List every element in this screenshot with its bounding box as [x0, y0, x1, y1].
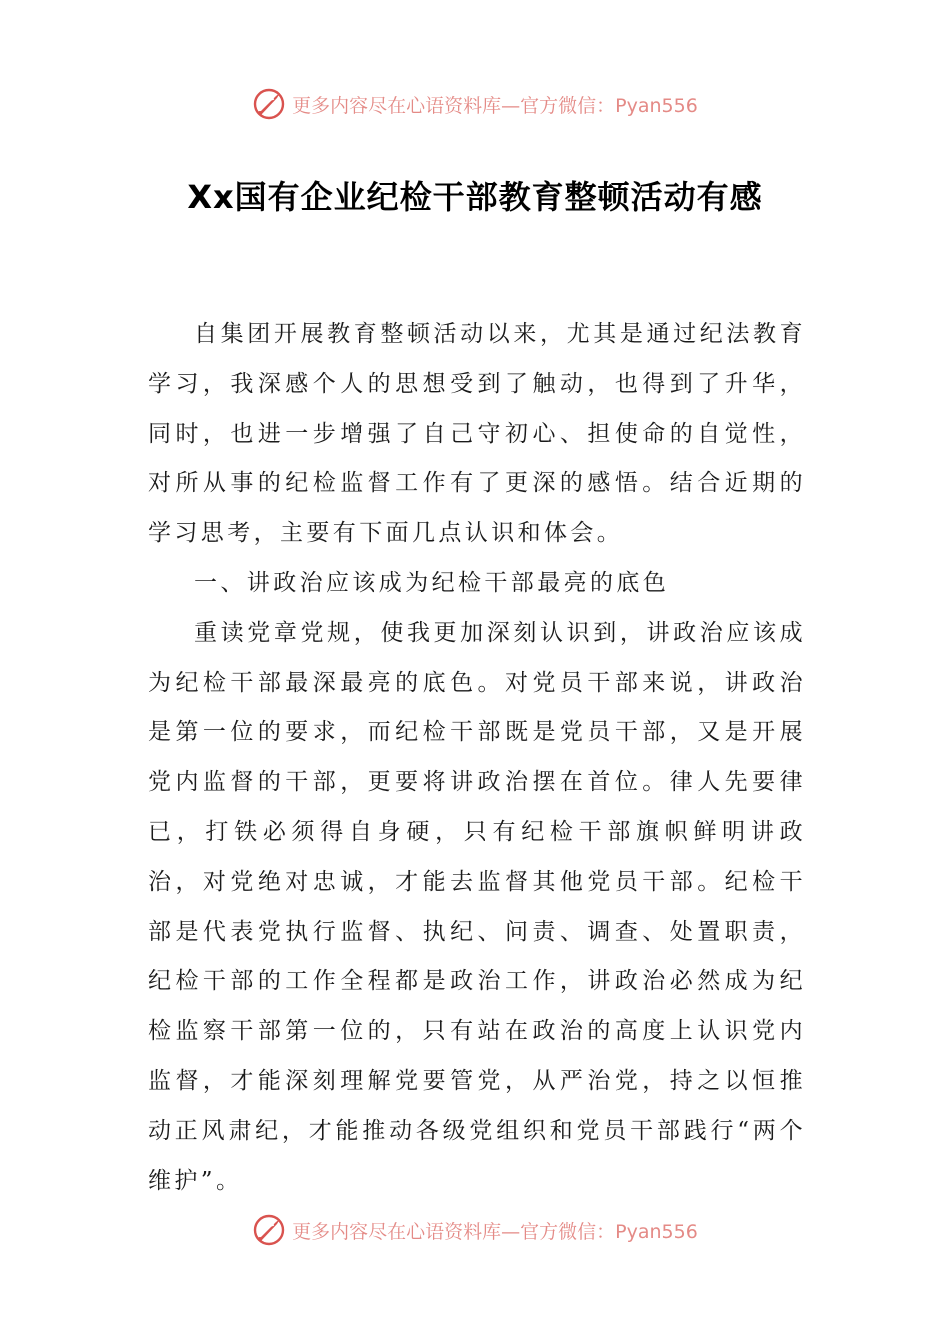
watermark-label: 更多内容尽在心语资料库—官方微信： [292, 1220, 616, 1243]
paragraph-section-1: 重读党章党规，使我更加深刻认识到，讲政治应该成为纪检干部最深最亮的底色。对党员干部来说，讲政治是第一位的要求，而纪检干部既是党员干部，又是开展党内监督的干部，更要将讲政治摆在首位。律人先要律已，打铁必须得自身硬，只有纪检干部旗帜鲜明讲政治，对党绝对忠诚，才能去监督其他党员干部。纪检干部是代表党执行监督、执纪、问责、调查、处置职责，纪检干部的工作全程都是政治工作，讲政治必然成为纪检监察干部第一位的，只有站在政治的高度上认识党内监督，才能深刻理解党要管党，从严治党，持之以恒推动正风肃纪，才能推动各级党组织和党员干部践行“两个维护”。 [148, 619, 806, 1194]
section-heading-1: 一、讲政治应该成为纪检干部最亮的底色 [194, 569, 670, 596]
quill-logo-icon [252, 1213, 286, 1247]
quill-logo-icon [252, 87, 286, 121]
watermark-contact-id: Pyan556 [615, 1220, 698, 1243]
watermark-text [292, 1217, 698, 1244]
footer-watermark [0, 1210, 950, 1250]
document-body [148, 310, 806, 1206]
header-watermark [0, 84, 950, 124]
watermark-text [292, 91, 698, 118]
paragraph-intro: 自集团开展教育整顿活动以来，尤其是通过纪法教育学习，我深感个人的思想受到了触动，也得到了升华，同时，也进一步增强了自己守初心、担使命的自觉性，对所从事的纪检监督工作有了更深的感悟。结合近期的学习思考，主要有下面几点认识和体会。 [148, 321, 806, 547]
document-title: Xx国有企业纪检干部教育整顿活动有感 [187, 178, 763, 216]
watermark-contact-id: Pyan556 [615, 94, 698, 117]
watermark-label: 更多内容尽在心语资料库—官方微信： [292, 94, 616, 117]
